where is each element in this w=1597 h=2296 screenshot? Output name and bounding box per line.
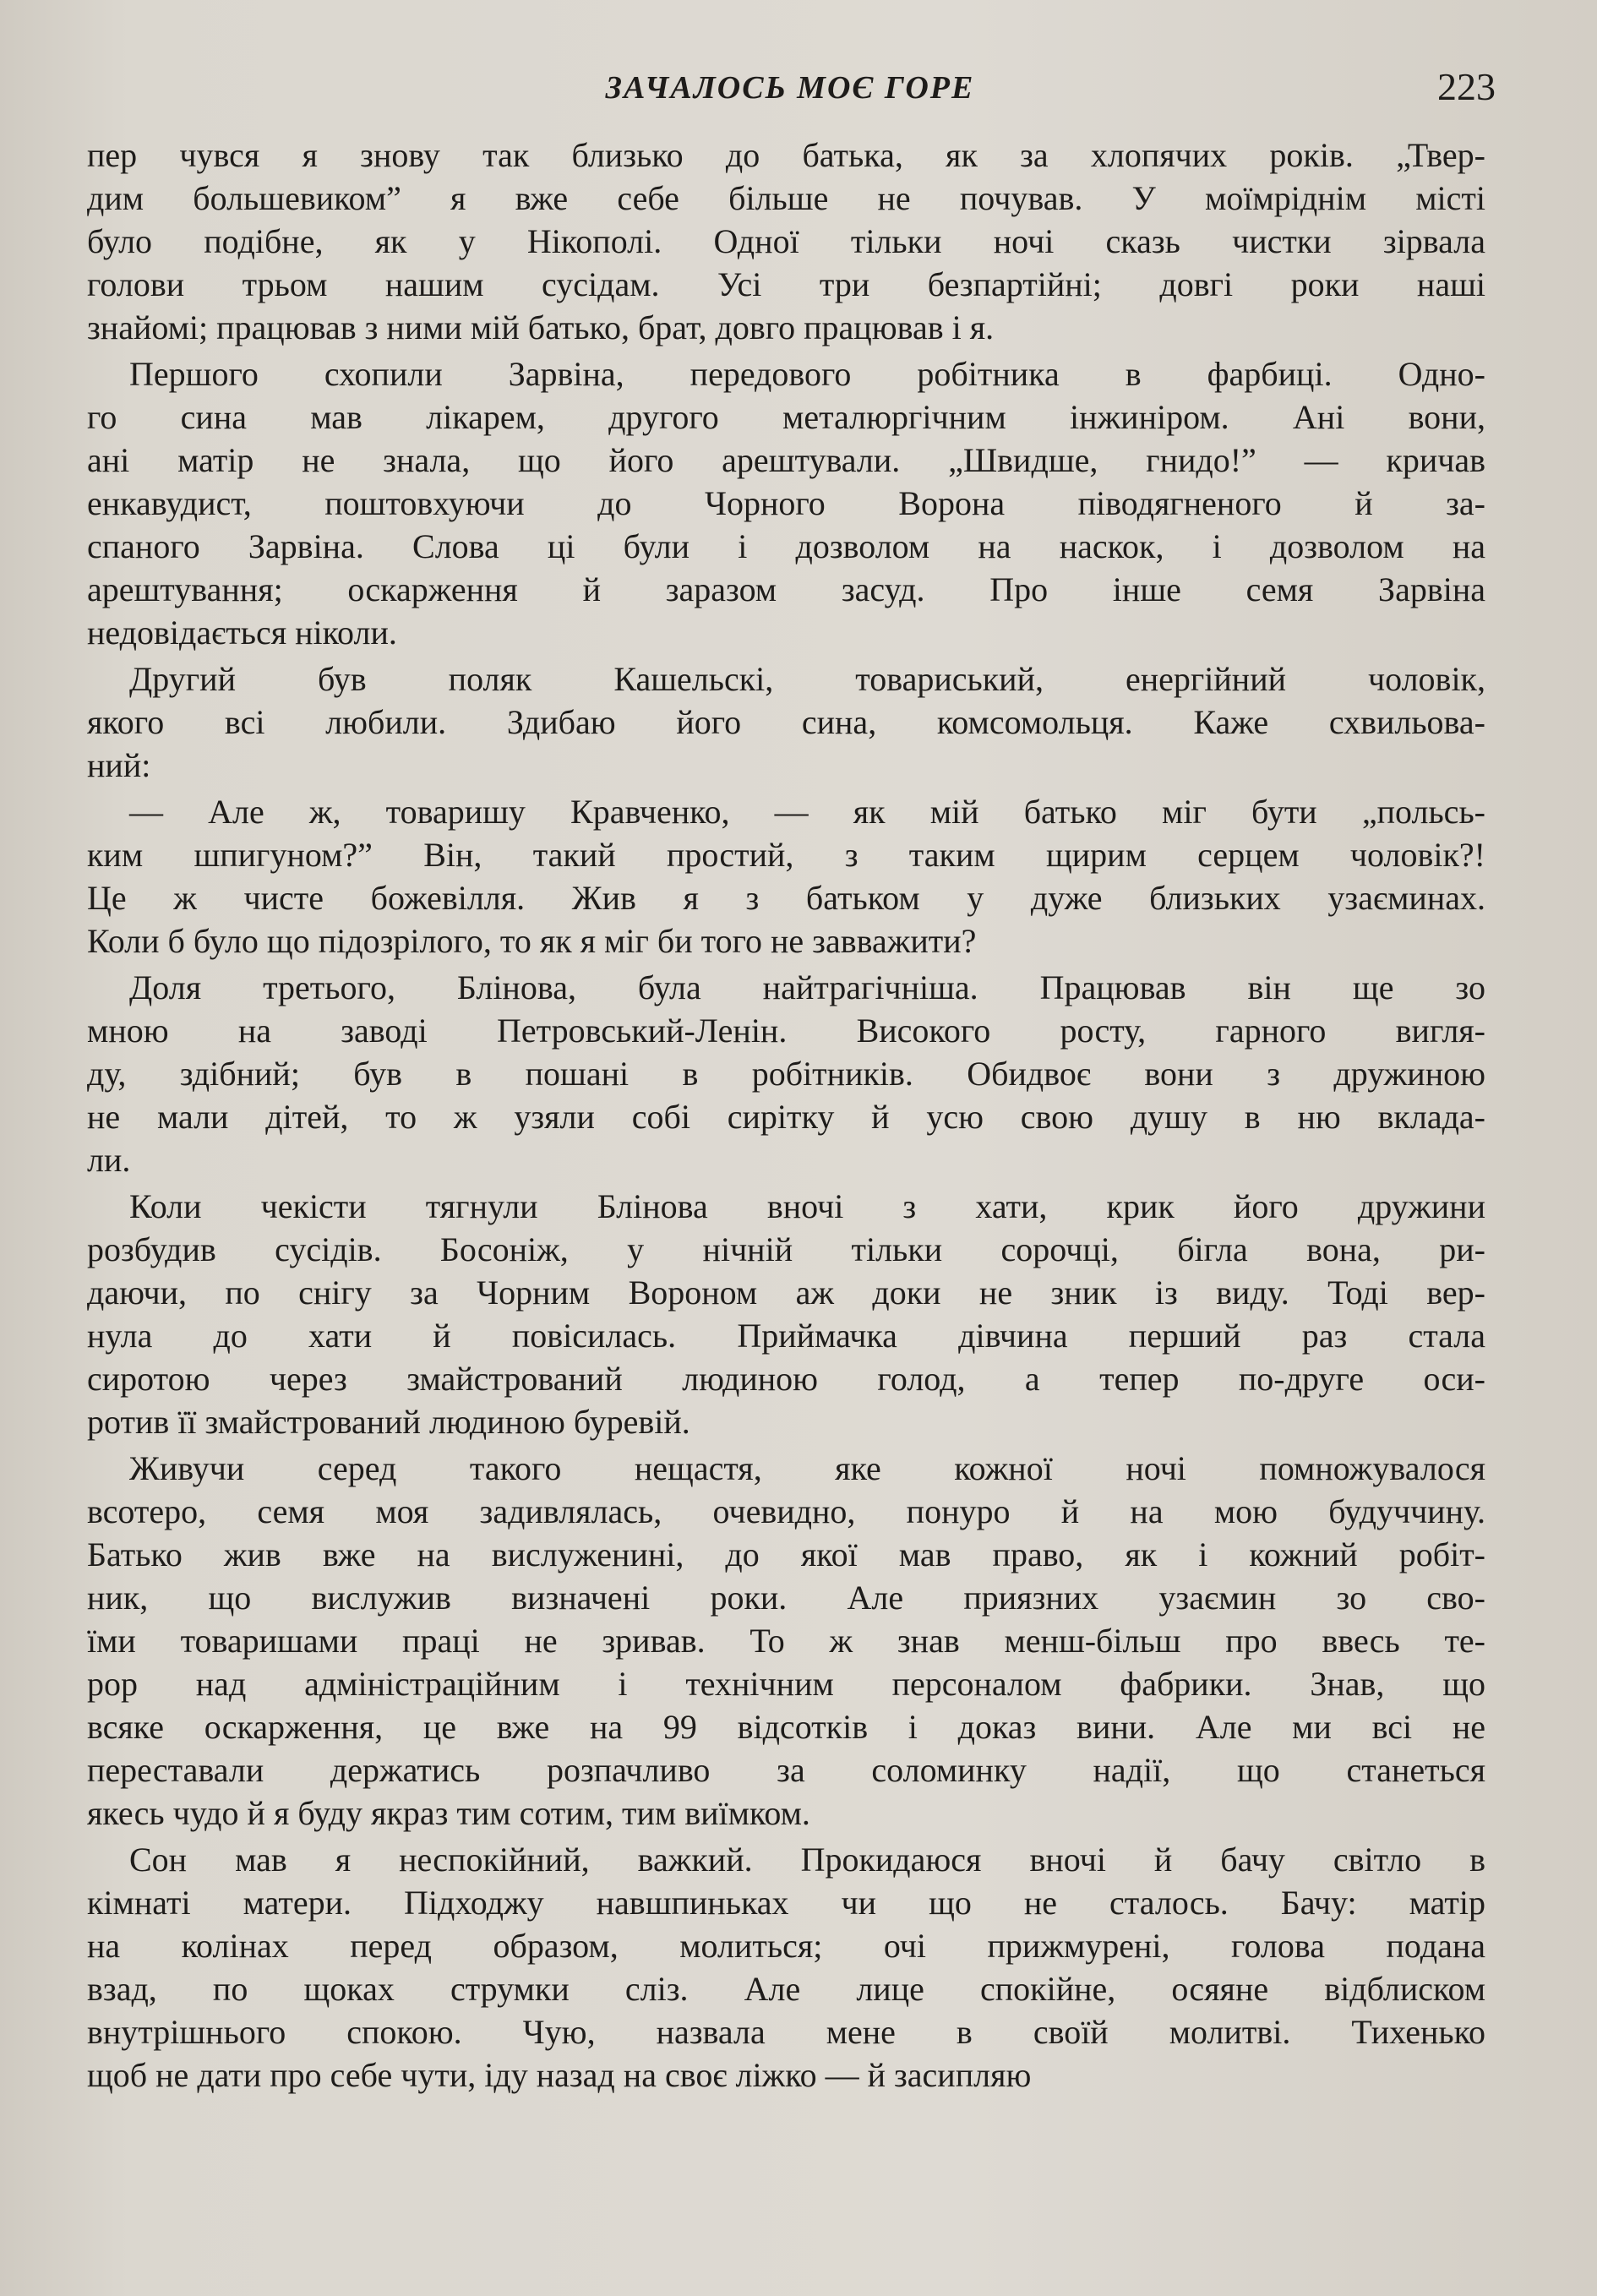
- text-line: ник, що вислужив визначені роки. Але приязних узаємин зо сво-: [87, 1579, 1485, 1617]
- paragraph: [87, 1185, 1485, 1443]
- text-line: Це ж чисте божевілля. Жив я з батьком у дуже близьких узаєминах.: [87, 879, 1485, 917]
- text-line: переставали держатись розпачливо за соломинку надії, що станеться: [87, 1751, 1485, 1789]
- paragraph: [87, 790, 1485, 963]
- paragraph: [87, 966, 1485, 1181]
- text-line: рор над адміністраційним і технічним персоналом фабрики. Знав, що: [87, 1665, 1485, 1703]
- text-line: на колінах перед образом, молиться; очі прижмурені, голова подана: [87, 1927, 1485, 1965]
- text-line: дим большевиком” я вже себе більше не почував. У моїмріднім місті: [87, 179, 1485, 217]
- text-line: Доля третього, Блінова, була найтрагічніша. Працював він ще зо: [129, 968, 1485, 1006]
- text-line: енкавудист, поштовхуючи до Чорного Ворона піводягненого й за-: [87, 484, 1485, 522]
- text-line: Батько жив вже на вислуженині, до якої мав право, як і кожний робіт-: [87, 1535, 1485, 1573]
- paragraph: [87, 1838, 1485, 2097]
- text-line: ли.: [87, 1141, 131, 1179]
- text-line: пер чувся я знову так близько до батька, як за хлопячих років. „Твер-: [87, 136, 1485, 174]
- text-line: ким шпигуном?” Він, такий простий, з таким щирим серцем чоловік?!: [87, 836, 1485, 874]
- paragraph: [87, 657, 1485, 787]
- text-line: сиротою через змайстрований людиною голод, а тепер по-друге оси-: [87, 1360, 1485, 1398]
- text-line: було подібне, як у Нікополі. Одної тільки ночі сказь чистки зірвала: [87, 222, 1485, 260]
- text-line: Коли чекісти тягнули Блінова вночі з хати, крик його дружини: [129, 1187, 1485, 1225]
- text-line: — Але ж, товаришу Кравченко, — як мій батько міг бути „польсь-: [129, 793, 1485, 831]
- page-number: 223: [1437, 65, 1496, 108]
- paragraph: [87, 134, 1485, 349]
- paragraph: [87, 1447, 1485, 1835]
- page-header: [84, 65, 1496, 120]
- text-line: щоб не дати про себе чути, іду назад на своє ліжко — й засипляю: [87, 2056, 1032, 2094]
- text-line: даючи, по снігу за Чорним Вороном аж доки не зник із виду. Тоді вер-: [87, 1273, 1485, 1312]
- text-line: не мали дітей, то ж узяли собі сирітку й усю свою душу в ню вклада-: [87, 1098, 1485, 1136]
- text-line: мною на заводі Петровський-Ленін. Високого росту, гарного вигля-: [87, 1012, 1485, 1050]
- text-line: ані матір не знала, що його арештували. „Швидше, гнидо!” — кричав: [87, 441, 1485, 479]
- text-line: якого всі любили. Здибаю його сина, комсомольця. Каже схвильова-: [87, 703, 1485, 741]
- text-line: внутрішнього спокою. Чую, назвала мене в своїй молитві. Тихенько: [87, 2013, 1485, 2051]
- body-text: [87, 134, 1485, 2100]
- text-line: спаного Зарвіна. Слова ці були і дозволом на наскок, і дозволом на: [87, 527, 1485, 565]
- text-line: недовідається ніколи.: [87, 614, 397, 652]
- text-line: їми товаришами праці не зривав. То ж знав менш-більш про ввесь те-: [87, 1622, 1485, 1660]
- text-line: ний:: [87, 746, 151, 784]
- text-line: Другий був поляк Кашельскі, товариський, енергійний чоловік,: [129, 660, 1485, 698]
- text-line: ротив її змайстрований людиною буревій.: [87, 1403, 690, 1441]
- text-line: якесь чудо й я буду якраз тим сотим, тим виїмком.: [87, 1794, 810, 1832]
- text-line: взад, по щоках струмки сліз. Але лице спокійне, осяяне відблиском: [87, 1970, 1485, 2008]
- text-line: всяке оскарження, це вже на 99 відсотків і доказ вини. Але ми всі не: [87, 1708, 1485, 1746]
- text-line: Сон мав я неспокійний, важкий. Прокидаюся вночі й бачу світло в: [129, 1841, 1485, 1879]
- paragraph: [87, 352, 1485, 654]
- text-line: знайомі; працював з ними мій батько, брат, довго працював і я.: [87, 308, 995, 346]
- text-line: го сина мав лікарем, другого металюргічним інжиніром. Ані вони,: [87, 398, 1485, 436]
- text-line: Коли б було що підозрілого, то як я міг би того не завважити?: [87, 922, 977, 960]
- text-line: арештування; оскарження й заразом засуд. Про інше семя Зарвіна: [87, 570, 1485, 608]
- text-line: нула до хати й повісилась. Приймачка дівчина перший раз стала: [87, 1317, 1485, 1355]
- text-line: всотеро, семя моя задивлялась, очевидно, понуро й на мою будуччину.: [87, 1492, 1485, 1530]
- running-title: ЗАЧАЛОСЬ МОЄ ГОРЕ: [605, 70, 975, 106]
- text-line: Живучи серед такого нещастя, яке кожної ночі помножувалося: [129, 1449, 1485, 1487]
- text-line: голови трьом нашим сусідам. Усі три безпартійні; довгі роки наші: [87, 265, 1485, 303]
- text-line: ду, здібний; був в пошані в робітників. Обидвоє вони з дружиною: [87, 1055, 1485, 1093]
- text-line: кімнаті матери. Підходжу навшпиньках чи що не сталось. Бачу: матір: [87, 1884, 1485, 1922]
- text-line: розбудив сусідів. Босоніж, у нічній тільки сорочці, бігла вона, ри-: [87, 1230, 1485, 1268]
- text-line: Першого схопили Зарвіна, передового робітника в фарбиці. Одно-: [129, 355, 1485, 393]
